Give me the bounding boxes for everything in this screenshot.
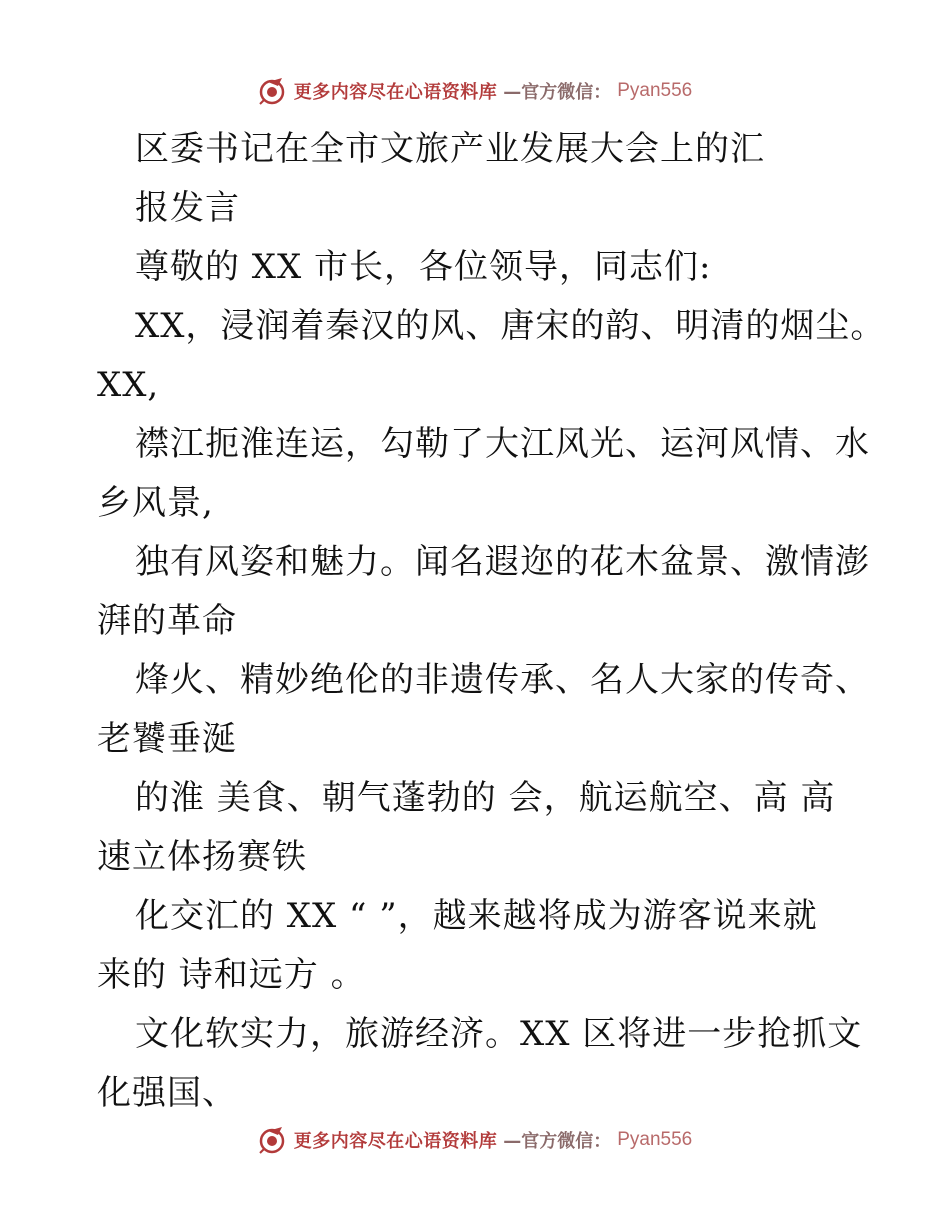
paragraph-line: 独有风姿和魅力。闻名遐迩的花木盆景、激情澎 bbox=[135, 542, 870, 582]
paragraph-line: 来的 诗和远方 。 bbox=[97, 955, 366, 995]
document-lines bbox=[97, 238, 886, 1123]
paragraph-line: XX, bbox=[97, 365, 160, 405]
paragraph-line: 速立体扬赛铁 bbox=[97, 837, 307, 877]
paragraph-line: 襟江扼淮连运，勾勒了大江风光、运河风情、水 bbox=[135, 424, 870, 464]
header-official-text: —官方微信： bbox=[503, 82, 612, 103]
paragraph-line: 老饕垂涎 bbox=[97, 719, 237, 759]
footer-official-text: —官方微信： bbox=[503, 1131, 612, 1152]
paragraph-line: 化交汇的 XX “ ”，越来越将成为游客说来就 bbox=[135, 896, 818, 936]
header-watermark bbox=[0, 71, 950, 111]
document-title-line-1: 区委书记在全市文旅产业发展大会上的汇 bbox=[135, 129, 765, 169]
footer-wechat-id: Pyan556 bbox=[617, 1129, 693, 1150]
footer-brand-text: 更多内容尽在心语资料库 bbox=[293, 1131, 498, 1152]
header-wechat-id: Pyan556 bbox=[617, 80, 693, 101]
paragraph-line: XX，浸润着秦汉的风、唐宋的韵、明清的烟尘。 bbox=[135, 306, 886, 346]
footer-watermark bbox=[0, 1120, 950, 1160]
document-title-line-2: 报发言 bbox=[135, 188, 240, 228]
paragraph-line: 化强国、 bbox=[97, 1073, 237, 1113]
paragraph-line: 尊敬的 XX 市长，各位领导，同志们: bbox=[135, 247, 712, 287]
paragraph-line: 烽火、精妙绝伦的非遗传承、名人大家的传奇、 bbox=[135, 660, 870, 700]
paragraph-line: 乡风景, bbox=[97, 483, 214, 523]
paragraph-line: 文化软实力，旅游经济。XX 区将进一步抢抓文 bbox=[135, 1014, 863, 1054]
paragraph-line: 的淮 美食、朝气蓬勃的 会，航运航空、高 高 bbox=[135, 778, 836, 818]
brand-logo-icon bbox=[258, 1125, 288, 1155]
document-body bbox=[97, 120, 886, 1123]
brand-logo-icon bbox=[258, 76, 288, 106]
header-brand-text: 更多内容尽在心语资料库 bbox=[293, 82, 498, 103]
paragraph-line: 湃的革命 bbox=[97, 601, 237, 641]
